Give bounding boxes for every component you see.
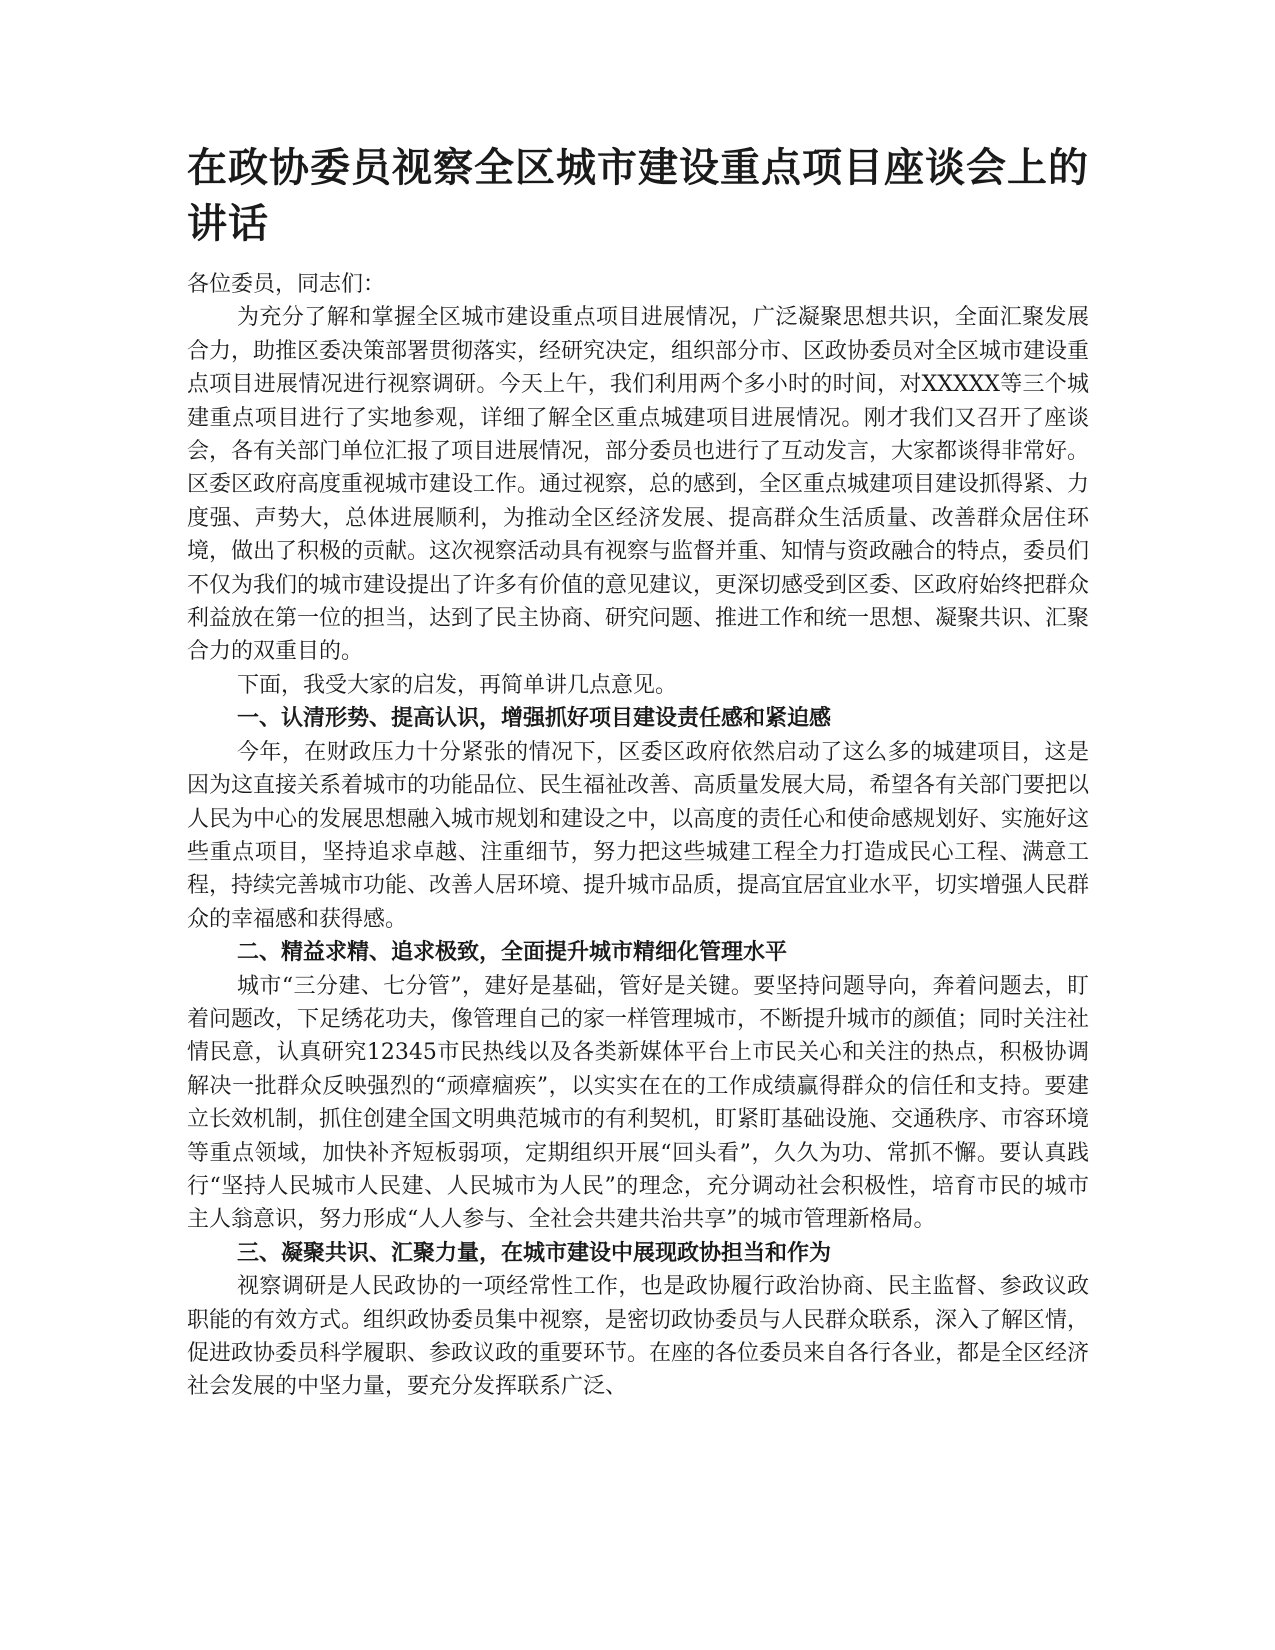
document-title: 在政协委员视察全区城市建设重点项目座谈会上的讲话 [187,145,1089,247]
section-heading-2: 二、精益求精、追求极致，全面提升城市精细化管理水平 [237,940,788,966]
section-body-2: 城市“三分建、七分管”，建好是基础，管好是关键。要坚持问题导向，奔着问题去，盯着问题改，下足绣花功夫，像管理自己的家一样管理城市，不断提升城市的颜值；同时关注社情民意，认真研究12345市民热线以及各类新媒体平台上市民关心和关注的热点，积极协调解决一批群众反映强烈的“顽瘴痼疾”，以实实在在的工作成绩赢得群众的信任和支持。要建立长效机制，抓住创建全国文明典范城市的有利契机，盯紧盯基础设施、交通秩序、市容环境等重点领域，加快补齐短板弱项，定期组织开展“回头看”，久久为功、常抓不懈。要认真践行“坚持人民城市人民建、人民城市为人民”的理念，充分调动社会积极性，培育市民的城市主人翁意识，努力形成“人人参与、全社会共建共治共享”的城市管理新格局。 [187,973,1090,1233]
section-heading-1: 一、认清形势、提高认识，增强抓好项目建设责任感和紧迫感 [237,706,832,732]
section-body-3: 视察调研是人民政协的一项经常性工作，也是政协履行政治协商、民主监督、参政议政职能的有效方式。组织政协委员集中视察，是密切政协委员与人民群众联系，深入了解区情，促进政协委员科学履职、参政议政的重要环节。在座的各位委员来自各行各业，都是全区经济社会发展的中坚力量，要充分发挥联系广泛、 [187,1274,1090,1400]
document-page [187,140,1089,1404]
section-body-1: 今年，在财政压力十分紧张的情况下，区委区政府依然启动了这么多的城建项目，这是因为这直接关系着城市的功能品位、民生福祉改善、高质量发展大局，希望各有关部门要把以人民为中心的发展思想融入城市规划和建设之中，以高度的责任心和使命感规划好、实施好这些重点项目，坚持追求卓越、注重细节，努力把这些城建工程全力打造成民心工程、满意工程，持续完善城市功能、改善人居环境、提升城市品质，提高宜居宜业水平，切实增强人民群众的幸福感和获得感。 [187,739,1090,932]
section-heading-3: 三、凝聚共识、汇聚力量，在城市建设中展现政协担当和作为 [237,1240,832,1266]
intro-paragraph: 为充分了解和掌握全区城市建设重点项目进展情况，广泛凝聚思想共识，全面汇聚发展合力，助推区委决策部署贯彻落实，经研究决定，组织部分市、区政协委员对全区城市建设重点项目进展情况进行视察调研。今天上午，我们利用两个多小时的时间，对XXXXX等三个城建重点项目进行了实地参观，详细了解全区重点城建项目进展情况。刚才我们又召开了座谈会，各有关部门单位汇报了项目进展情况，部分委员也进行了互动发言，大家都谈得非常好。区委区政府高度重视城市建设工作。通过视察，总的感到，全区重点城建项目建设抓得紧、力度强、声势大，总体进展顺利，为推动全区经济发展、提高群众生活质量、改善群众居住环境，做出了积极的贡献。这次视察活动具有视察与监督并重、知情与资政融合的特点，委员们不仅为我们的城市建设提出了许多有价值的意见建议，更深切感受到区委、区政府始终把群众利益放在第一位的担当，达到了民主协商、研究问题、推进工作和统一思想、凝聚共识、汇聚合力的双重目的。 [187,305,1090,665]
transition-paragraph: 下面，我受大家的启发，再简单讲几点意见。 [237,672,678,698]
salutation: 各位委员，同志们： [187,272,386,297]
